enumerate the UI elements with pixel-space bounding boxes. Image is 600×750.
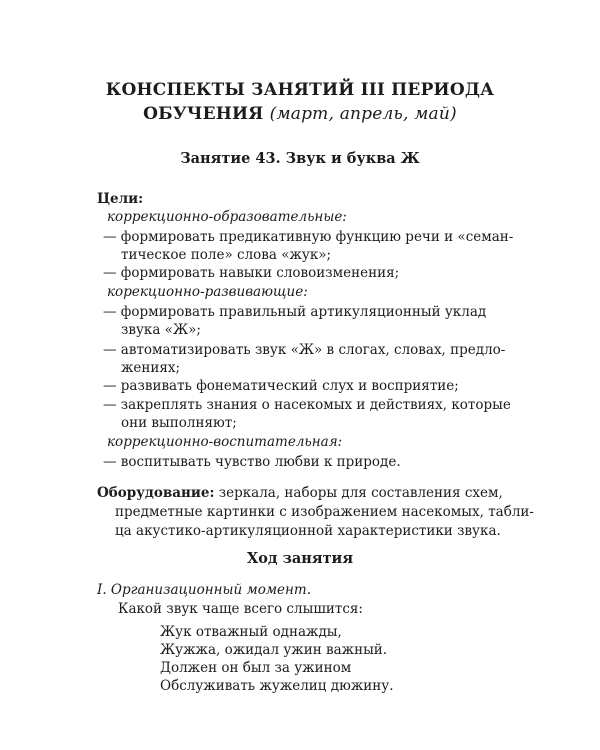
goals-heading: Цели:: [97, 191, 144, 207]
goal-item: — автоматизировать звук «Ж» в слогах, словах, предло-: [103, 342, 506, 358]
course-heading: Ход занятия: [246, 550, 354, 567]
chapter-title-months: (март, апрель, май): [269, 104, 457, 124]
goal-item-continued: жениях;: [121, 360, 181, 376]
chapter-title-line2: [0, 102, 600, 126]
goals-subheading-educational: коррекционно-образовательные:: [107, 209, 347, 225]
poem-line: Обслуживать жужелиц дюжину.: [160, 678, 394, 694]
equipment-line1: [97, 484, 503, 502]
chapter-title-line1: КОНСПЕКТЫ ЗАНЯТИЙ III ПЕРИОДА: [105, 80, 495, 100]
equipment-line3: ца акустико-артикуляционной характеристики звука.: [115, 523, 501, 539]
equipment-text: зеркала, наборы для составления схем,: [218, 485, 503, 501]
goals-subheading-developmental: корекционно-развивающие:: [107, 284, 308, 300]
goal-item-continued: звука «Ж»;: [121, 322, 201, 338]
goal-item-continued: тическое поле» слова «жук»;: [121, 247, 332, 263]
goal-item: — формировать предикативную функцию речи и «семан-: [103, 229, 514, 245]
poem-line: Жужжа, ожидал ужин важный.: [160, 642, 388, 658]
equipment-line2: предметные картинки с изображением насекомых, табли-: [115, 504, 534, 520]
equipment-label: Оборудование:: [97, 485, 215, 501]
goals-subheading-upbringing: коррекционно-воспитательная:: [107, 434, 343, 450]
goal-item: — формировать навыки словоизменения;: [103, 265, 400, 281]
chapter-title-word: ОБУЧЕНИЯ: [143, 104, 264, 124]
poem-line: Должен он был за ужином: [160, 660, 352, 676]
goal-item: — формировать правильный артикуляционный уклад: [103, 304, 487, 320]
goal-item: — воспитывать чувство любви к природе.: [103, 454, 401, 470]
goal-item: — развивать фонематический слух и восприятие;: [103, 378, 459, 394]
course-step: I. Организационный момент.: [97, 582, 311, 598]
goal-item: — закреплять знания о насекомых и действиях, которые: [103, 397, 511, 413]
chapter-title: [0, 78, 600, 126]
course-question: Какой звук чаще всего слышится:: [118, 601, 363, 617]
lesson-title: Занятие 43. Звук и буква Ж: [180, 150, 420, 167]
goal-item-continued: они выполняют;: [121, 415, 237, 431]
poem-line: Жук отважный однажды,: [160, 624, 342, 640]
